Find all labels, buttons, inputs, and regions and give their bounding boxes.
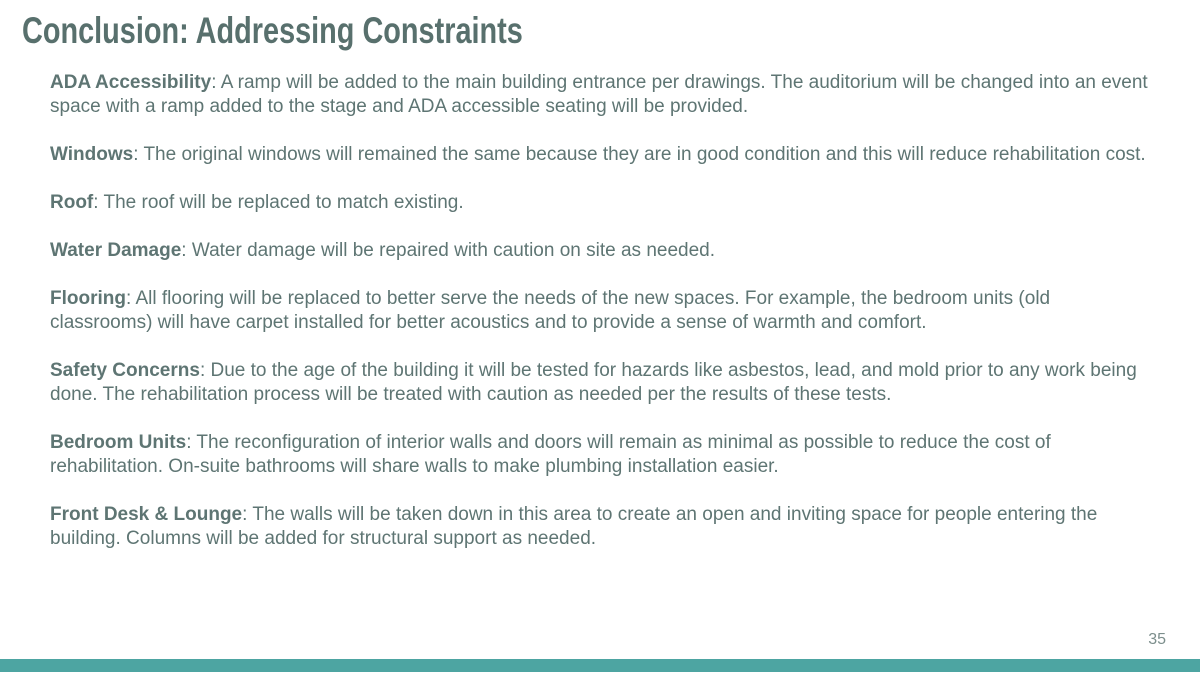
bottom-accent-bar <box>0 659 1200 672</box>
constraint-text: All flooring will be replaced to better serve the needs of the new spaces. For example, the bedroom units (old classrooms) will have carpet installed for better acoustics and to provide a sense of warmth and comfort. <box>50 288 1051 333</box>
slide-title: Conclusion: Addressing Constraints <box>22 10 523 51</box>
page-number: 35 <box>1148 631 1166 648</box>
colon-separator: : <box>186 432 197 453</box>
constraint-text: The walls will be taken down in this area to create an open and inviting space for people entering the building. Columns will be added for structural support as needed. <box>50 504 1098 549</box>
colon-separator: : <box>125 288 136 309</box>
constraint-text: The roof will be replaced to match existing. <box>103 192 464 213</box>
colon-separator: : <box>93 192 104 213</box>
colon-separator: : <box>211 72 221 93</box>
constraint-label: Windows <box>50 144 134 165</box>
colon-separator: : <box>199 360 211 381</box>
constraint-paragraph <box>50 71 1152 119</box>
colon-separator: : <box>181 240 192 261</box>
constraint-text: Water damage will be repaired with caution on site as needed. <box>191 240 716 261</box>
constraint-label: ADA Accessibility <box>50 72 212 93</box>
constraint-label: Front Desk & Lounge <box>50 504 243 525</box>
constraint-label: Bedroom Units <box>50 432 187 453</box>
constraint-text: Due to the age of the building it will be tested for hazards like asbestos, lead, and mold prior to any work being done. The rehabilitation process will be treated with caution as needed per the results of these tests. <box>50 360 1137 405</box>
constraint-paragraph <box>50 239 1152 263</box>
constraint-label: Water Damage <box>50 240 182 261</box>
colon-separator: : <box>242 504 253 525</box>
constraint-text: A ramp will be added to the main building entrance per drawings. The auditorium will be changed into an event space with a ramp added to the stage and ADA accessible seating will be provided. <box>50 72 1148 117</box>
constraint-paragraph <box>50 359 1152 407</box>
constraint-paragraph <box>50 503 1152 551</box>
constraint-label: Roof <box>50 192 94 213</box>
constraint-label: Flooring <box>50 288 126 309</box>
constraint-paragraph <box>50 431 1152 479</box>
constraint-label: Safety Concerns <box>50 360 200 381</box>
constraint-text: The reconfiguration of interior walls and doors will remain as minimal as possible to reduce the cost of rehabilitation. On-suite bathrooms will share walls to make plumbing installation easier. <box>50 432 1051 477</box>
constraint-paragraph <box>50 287 1152 335</box>
constraint-text: The original windows will remained the same because they are in good condition and this will reduce rehabilitation cost. <box>143 144 1146 165</box>
colon-separator: : <box>133 144 144 165</box>
constraint-paragraph <box>50 143 1152 167</box>
constraint-paragraph <box>50 191 1152 215</box>
constraints-list <box>50 71 1152 575</box>
